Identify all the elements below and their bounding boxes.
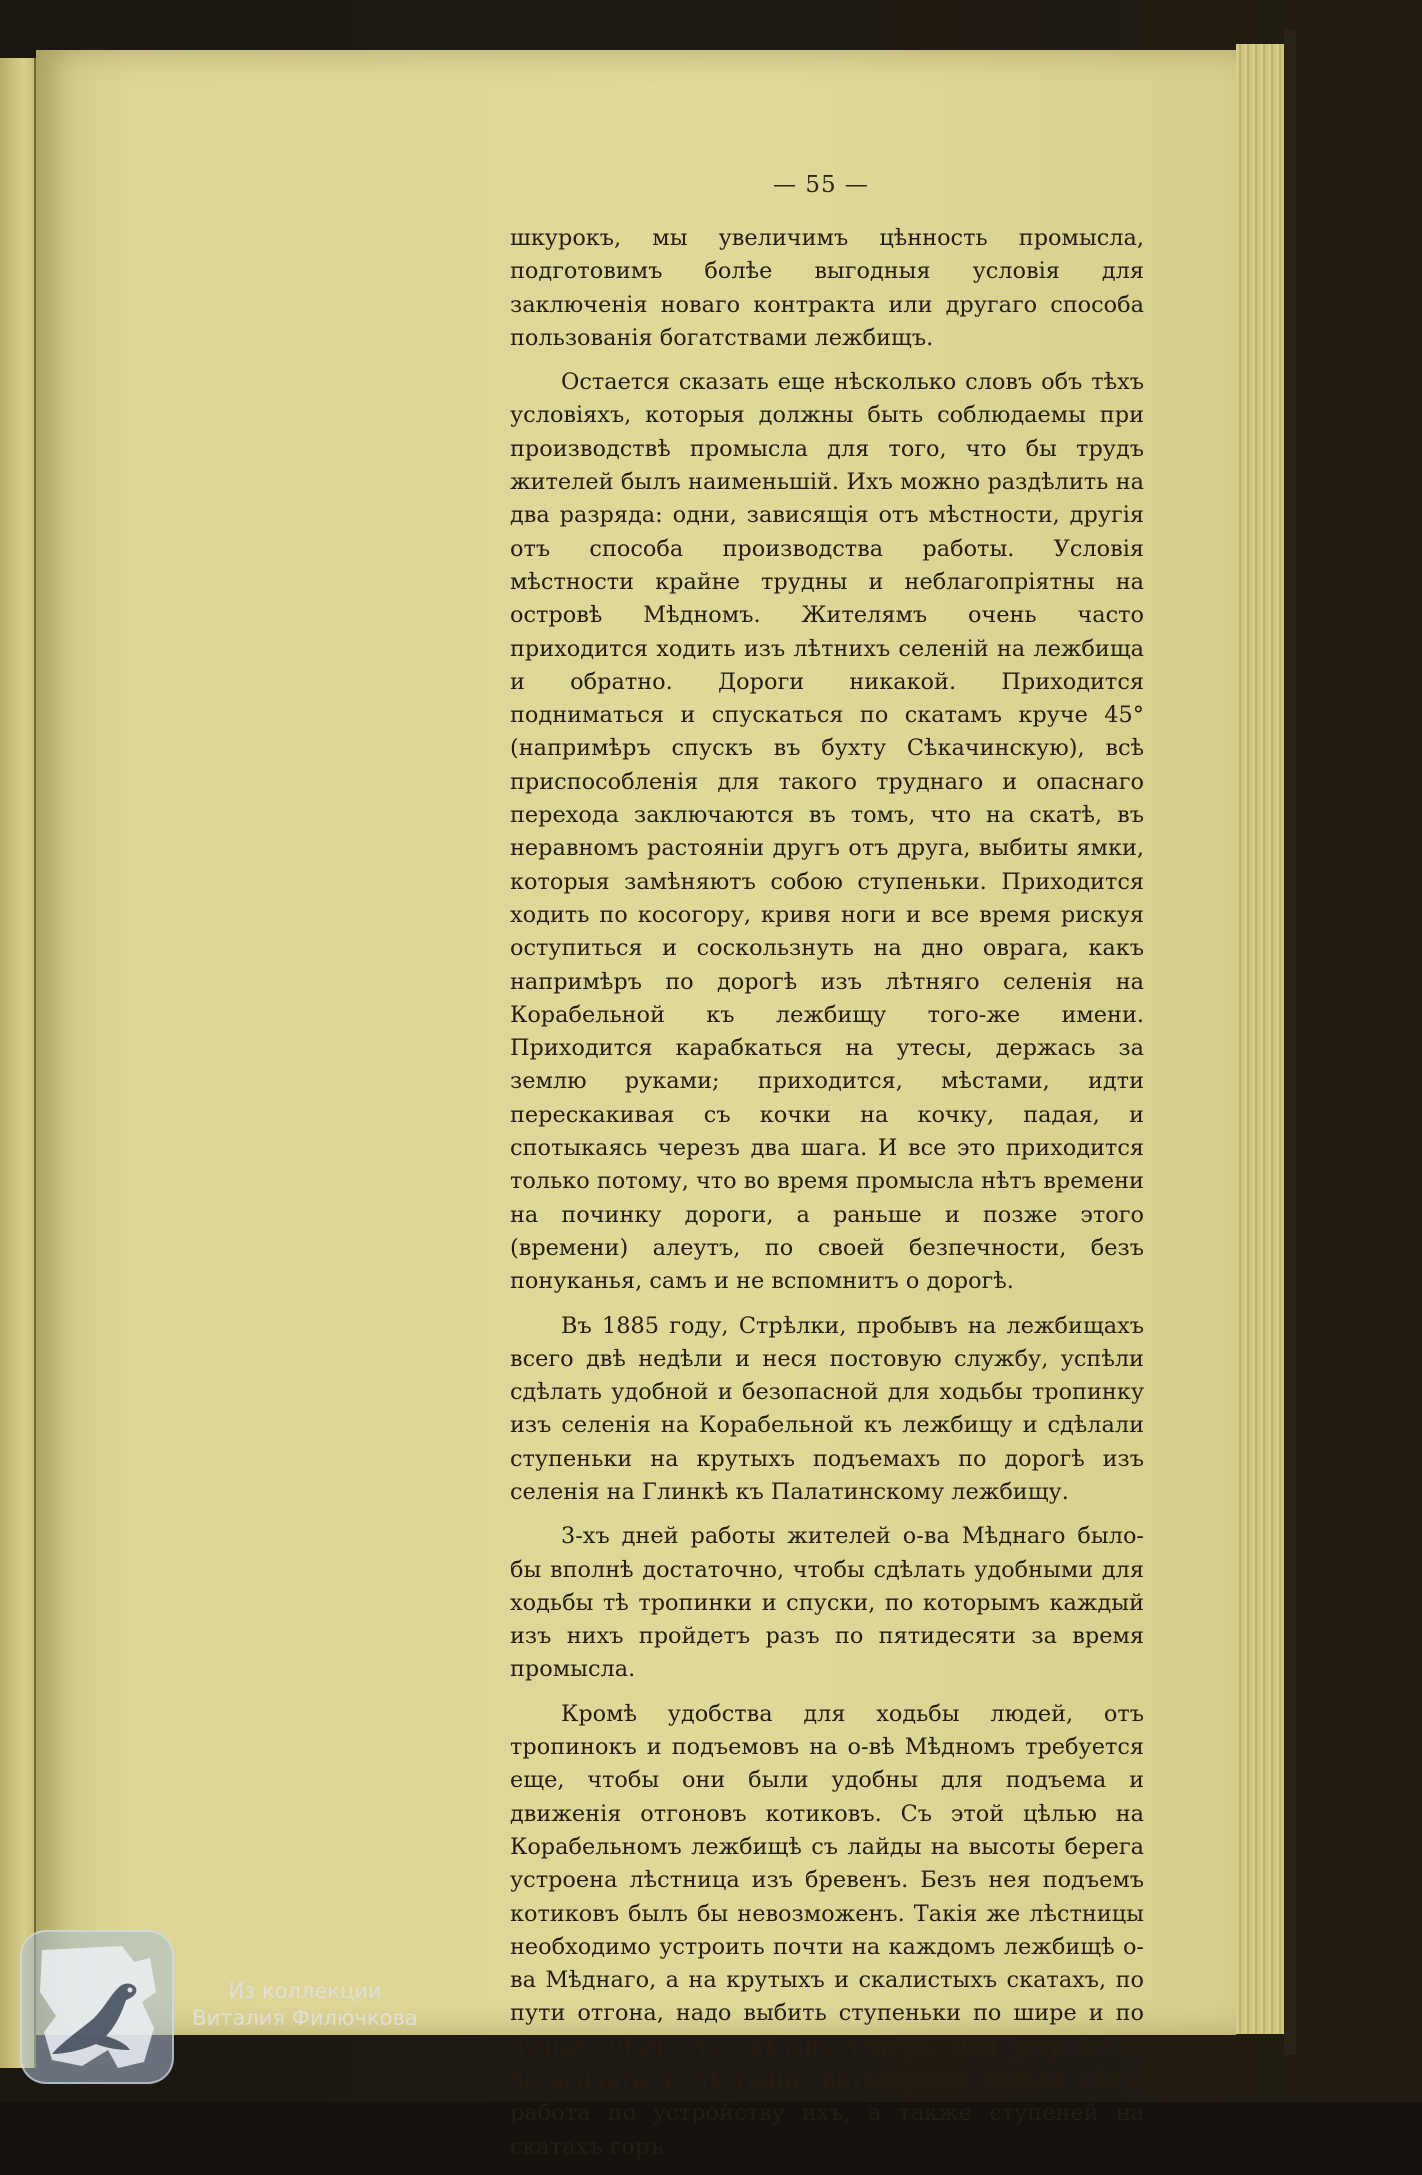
page-number: — 55 — [773, 172, 869, 198]
paragraph-3: Въ 1885 году, Стрѣлки, пробывъ на лежбищахъ всего двѣ недѣли и неся постовую службу, успѣли сдѣлать удобной и безопасной для ходьбы тропинку изъ селенія на Корабельной къ лежбищу и сдѣлали ступеньки на крутыхъ подъемахъ по дорогѣ изъ селенія на Глинкѣ къ Палатинскому лежбищу. [510, 1312, 1144, 1505]
body-text [510, 222, 1144, 2175]
paragraph-1: шкурокъ, мы увеличимъ цѣнность промысла, подготовимъ болѣе выгодныя условія для заключенія новаго контракта или другаго способа пользованія богатствами лежбищъ. [510, 225, 1144, 351]
paragraph-4: 3-хъ дней работы жителей о-ва Мѣднаго было-бы вполнѣ достаточно, чтобы сдѣлать удобными для ходьбы тѣ тропинки и спуски, по которымъ каждый изъ нихъ пройдетъ разъ по пятидесяти за время промысла. [510, 1523, 1144, 1683]
paragraph-2: Остается сказать еще нѣсколько словъ объ тѣхъ условіяхъ, которыя должны быть соблюдаемы при производствѣ промысла для того, что бы трудъ жителей былъ наименьшій. Ихъ можно раздѣлить на два разряда: одни, зависящія отъ мѣстности, другія отъ способа производства работы. Условія мѣстности крайне трудны и неблагопріятны на островѣ Мѣдномъ. Жителямъ очень часто приходится ходить изъ лѣтнихъ селеній на лежбища и обратно. Дороги никакой. Приходится подниматься и спускаться по скатамъ круче 45° (напримѣръ спускъ въ бухту Сѣкачинскую), всѣ приспособленія для такого труднаго и опаснаго перехода заключаются въ томъ, что на скатѣ, въ неравномъ растояніи другъ отъ друга, выбиты ямки, которыя замѣняютъ собою ступеньки. Приходится ходить по косогору, кривя ноги и все время рискуя оступиться и соскользнуть на дно оврага, какъ напримѣръ по дорогѣ изъ лѣтняго селенія на Корабельной къ лежбищу того-же имени. Приходится карабкаться на утесы, держась за землю руками; приходится, мѣстами, идти перескакивая съ кочки на кочку, падая, и спотыкаясь черезъ два шага. И все это приходится только потому, что во время промысла нѣтъ времени на починку дороги, а раньше и позже этого (времени) алеутъ, по своей безпечности, безъ понуканья, самъ и не вспомнитъ о дорогѣ. [510, 369, 1144, 1295]
book-cover-edge [1284, 30, 1296, 2055]
collection-logo [20, 1930, 174, 2084]
collection-caption [180, 1978, 430, 2032]
paragraph-5: Кромѣ удобства для ходьбы людей, отъ тропинокъ и подъемовъ на о-вѣ Мѣдномъ требуется еще, чтобы они были удобны для подъема и движенія отгоновъ котиковъ. Съ этой цѣлью на Корабельномъ лежбищѣ съ лайды на высоты берега устроена лѣстница изъ бревенъ. Безъ нея подъемъ котиковъ былъ бы невозможенъ. Такія же лѣстницы необходимо устроить почти на каждомъ лежбищѣ о-ва Мѣднаго, а на крутыхъ и скалистыхъ скатахъ, по пути отгона, надо выбить ступеньки по шире и по лучше, чѣмъ это сдѣлано теперь. Для устройства бревенчатыхъ лѣстницъ потребуется только лѣсъ, работа по устройству ихъ, а также ступеней на скатахъ горъ [510, 1700, 1144, 2160]
page-stack-edges [1236, 44, 1287, 2034]
collection-caption-line-2: Виталия Филючкова [192, 2006, 418, 2030]
collection-caption-line-1: Из коллекции [228, 1979, 382, 2003]
previous-page-edge [0, 58, 36, 2068]
seal-on-map-icon [22, 1932, 172, 2082]
